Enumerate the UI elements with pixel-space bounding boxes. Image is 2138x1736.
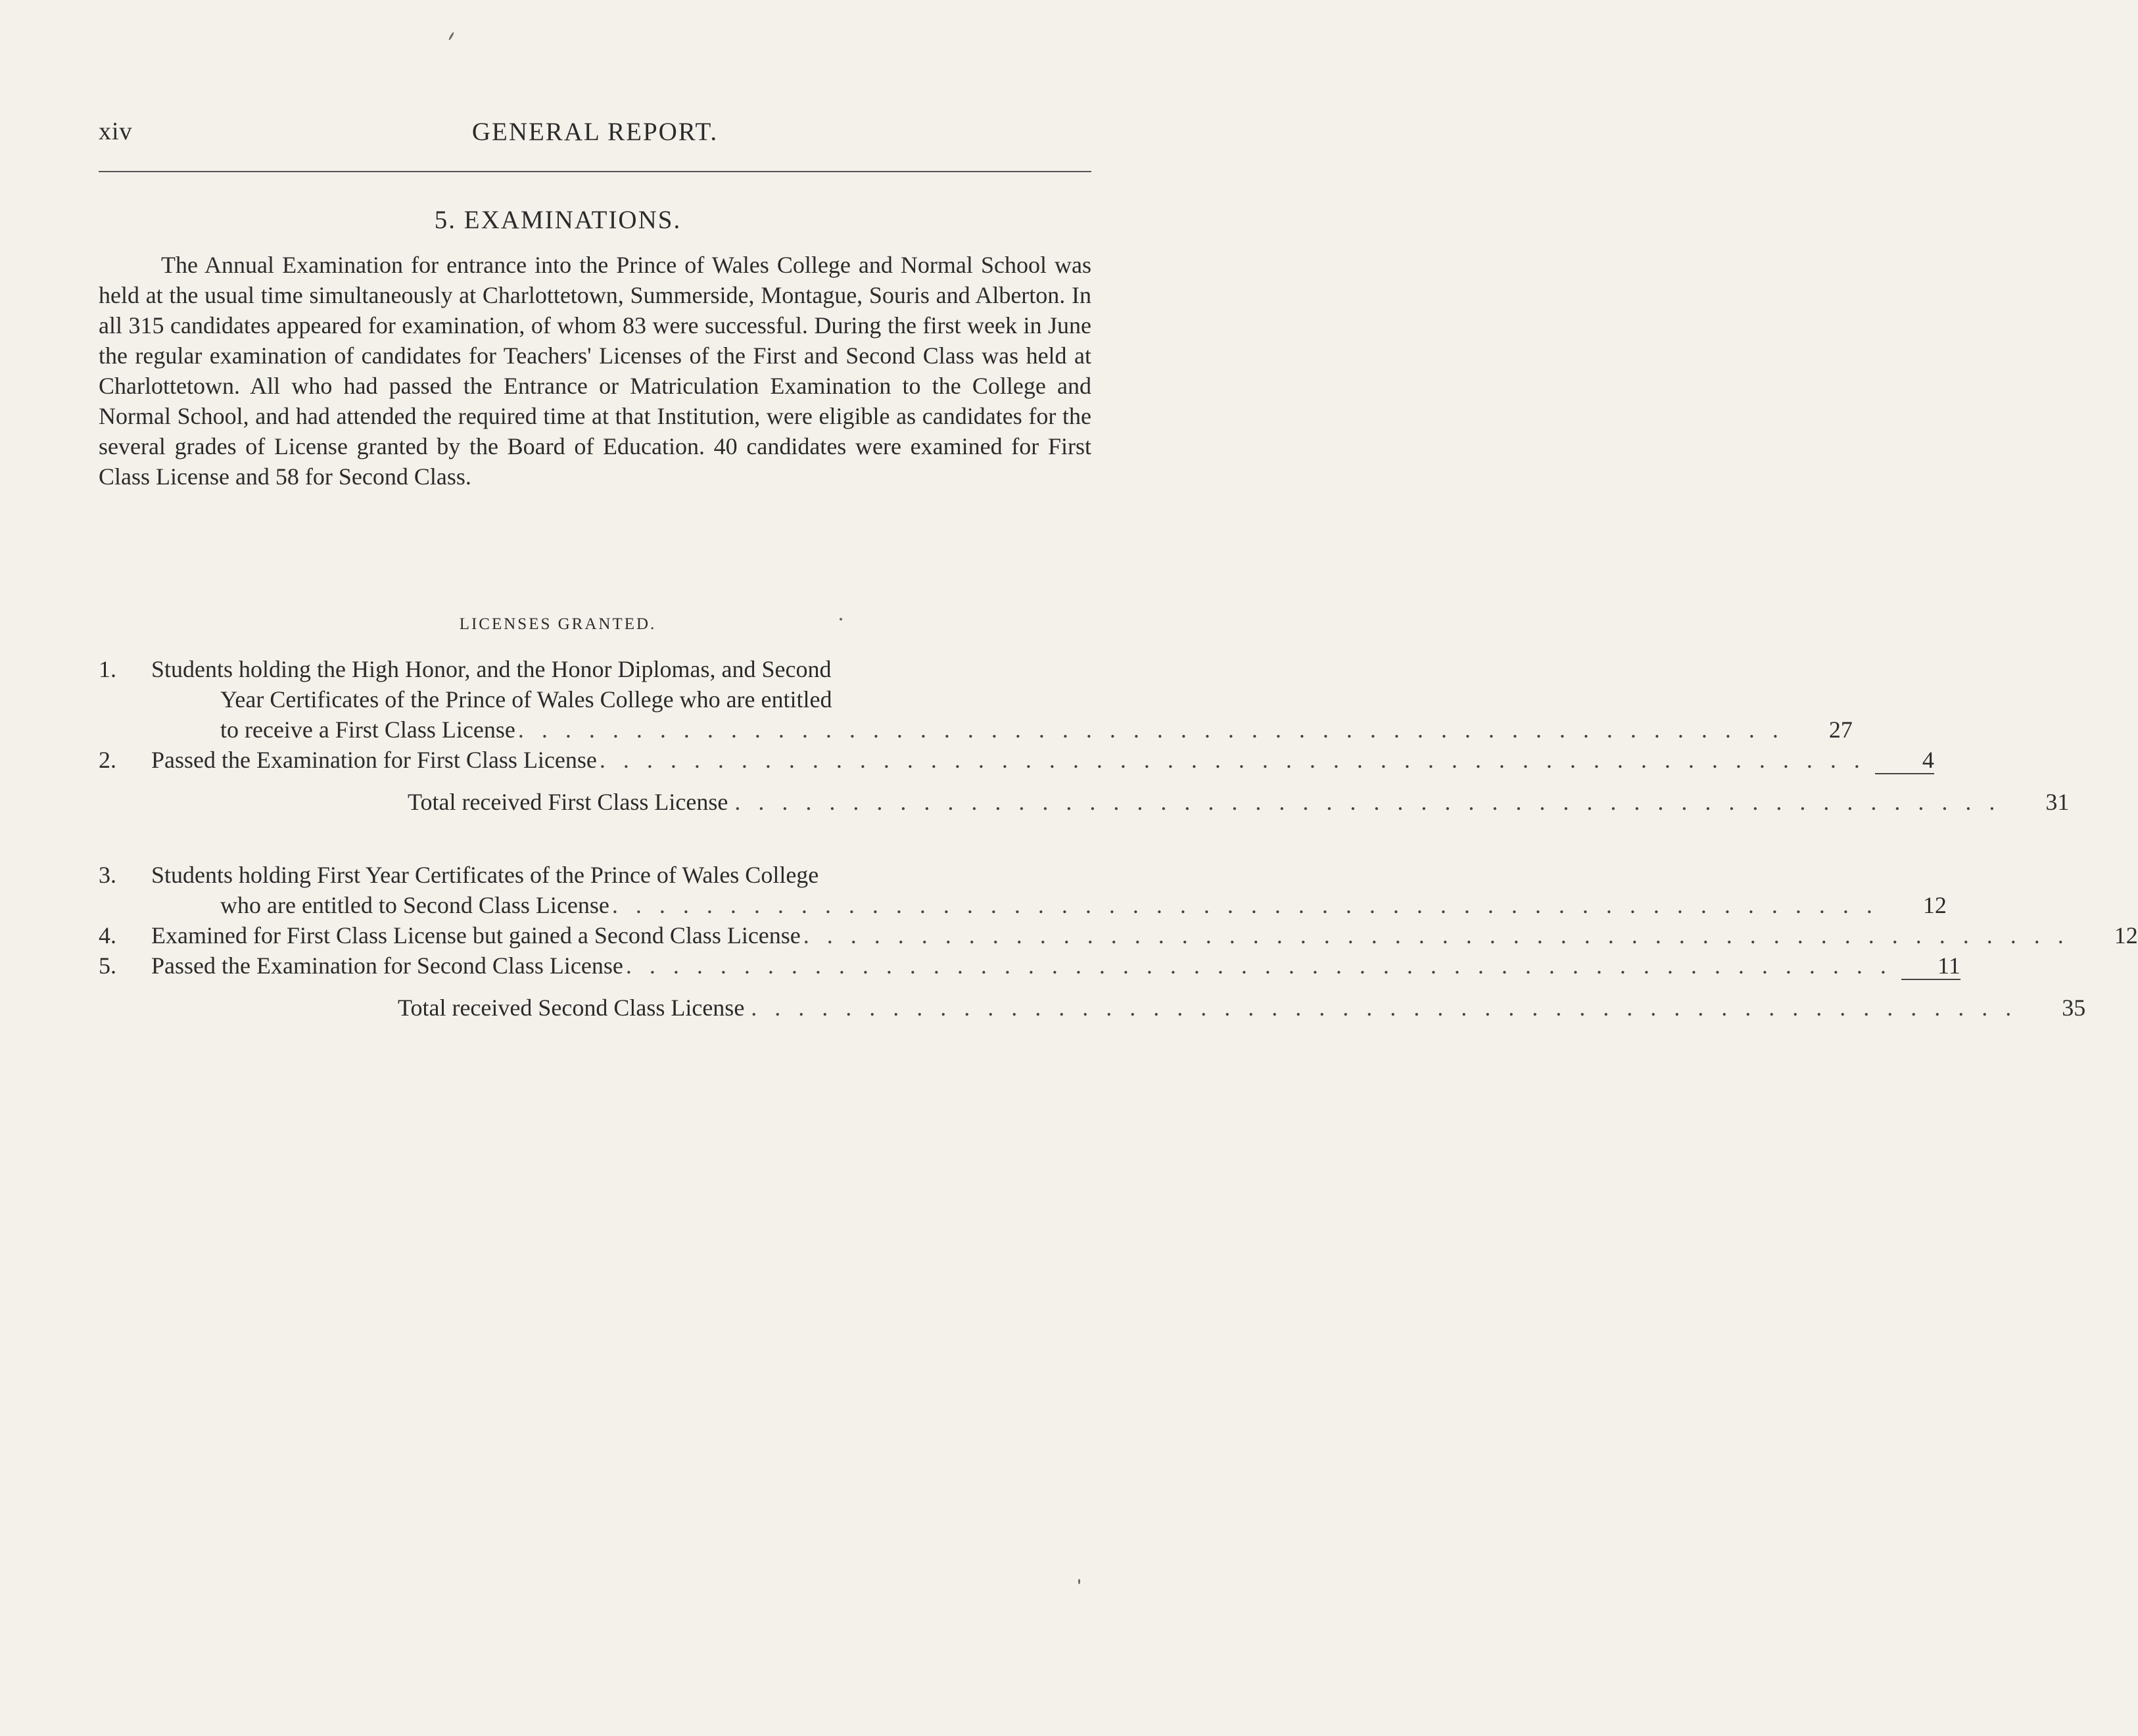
dot-leader: . . . . . . . . . . . . . . . . . . . . . . . . . . . . . . . . . . . . . . . . . . . . . . . . . . . . . .: [625, 952, 1892, 979]
item-text-line: [99, 950, 1960, 981]
running-head: [99, 117, 1091, 156]
item-text-line: Students holding First Year Certificates of the Prince of Wales College: [151, 862, 819, 888]
item-value: 4: [1875, 747, 1934, 774]
list-item: [99, 860, 1947, 920]
total-label: Total received Second Class License: [398, 995, 745, 1021]
item-text: Passed the Examination for First Class License: [151, 747, 597, 773]
dot-leader: . . . . . . . . . . . . . . . . . . . . . . . . . . . . . . . . . . . . . . . . . . . . . . . . . . . . . .: [803, 922, 2070, 949]
item-text-line: [99, 920, 2138, 950]
item-text: to receive a First Class License: [220, 716, 515, 743]
item-number: 3.: [99, 862, 116, 888]
item-number: 1.: [99, 656, 116, 682]
list-item: [99, 654, 1853, 745]
item-value: 11: [1901, 952, 1960, 980]
dot-leader: . . . . . . . . . . . . . . . . . . . . . . . . . . . . . . . . . . . . . . . . . . . . . . . . . . . . . .: [734, 789, 2001, 815]
item-text: Passed the Examination for Second Class License: [151, 952, 623, 979]
paper-speck: [840, 618, 842, 621]
dot-leader: . . . . . . . . . . . . . . . . . . . . . . . . . . . . . . . . . . . . . . . . . . . . . . . . . . . . . .: [611, 892, 1878, 918]
item-value: 12: [2114, 922, 2138, 949]
licenses-heading: LICENSES GRANTED.: [459, 615, 657, 633]
item-text: who are entitled to Second Class License: [220, 892, 609, 918]
item-text-line: [99, 745, 1934, 775]
dot-leader: . . . . . . . . . . . . . . . . . . . . . . . . . . . . . . . . . . . . . . . . . . . . . . . . . . . . . .: [751, 995, 2018, 1021]
running-title: GENERAL REPORT.: [471, 118, 719, 146]
dot-leader: . . . . . . . . . . . . . . . . . . . . . . . . . . . . . . . . . . . . . . . . . . . . . . . . . . . . . .: [517, 716, 1784, 743]
item-number: 2.: [99, 747, 116, 773]
list-item: [99, 950, 1960, 981]
item-text-line: Year Certificates of the Prince of Wales College who are entitled: [220, 686, 832, 713]
total-row: [99, 787, 2070, 817]
paper-speck: [1078, 1579, 1080, 1584]
item-text-line: [99, 890, 1947, 920]
header-rule: [99, 171, 1091, 172]
total-value: 35: [2062, 995, 2086, 1021]
section-title: 5. EXAMINATIONS.: [434, 206, 682, 234]
list-item: [99, 920, 2138, 950]
body-paragraph: The Annual Examination for entrance into the Prince of Wales College and Normal School was held at the usual time simultaneously at Charlottetown, Summerside, Montague, Souris and Alberton. In all 315 candidates appeared for examination, of whom 83 were successful. During the first week in June the regular examination of candidates for Teachers' Licenses of the First and Second Class was held at Charlottetown. All who had passed the Entrance or Matriculation Examination to the College and Normal School, and had attended the required time at that Institution, were eligible as candidates for the several grades of License granted by the Board of Education. 40 candidates were examined for First Class License and 58 for Second Class.: [99, 252, 1091, 490]
item-text-line: Students holding the High Honor, and the Honor Diplomas, and Second: [151, 656, 832, 682]
page-number: xiv: [99, 118, 133, 145]
item-number: 4.: [99, 922, 116, 949]
item-value: 12: [1922, 892, 1947, 918]
item-text-line: [99, 715, 1853, 745]
paper-speck: [448, 32, 455, 41]
item-value: 27: [1828, 716, 1853, 743]
item-number: 5.: [99, 952, 116, 979]
first-class-list: [99, 654, 2070, 817]
item-text: Examined for First Class License but gained a Second Class License: [151, 922, 801, 949]
dot-leader: . . . . . . . . . . . . . . . . . . . . . . . . . . . . . . . . . . . . . . . . . . . . . . . . . . . . . .: [599, 747, 1866, 773]
total-row: [99, 993, 2086, 1023]
total-label: Total received First Class License: [408, 789, 728, 815]
total-value: 31: [2045, 789, 2070, 815]
list-item: [99, 745, 1934, 775]
second-class-list: [99, 860, 2138, 1023]
